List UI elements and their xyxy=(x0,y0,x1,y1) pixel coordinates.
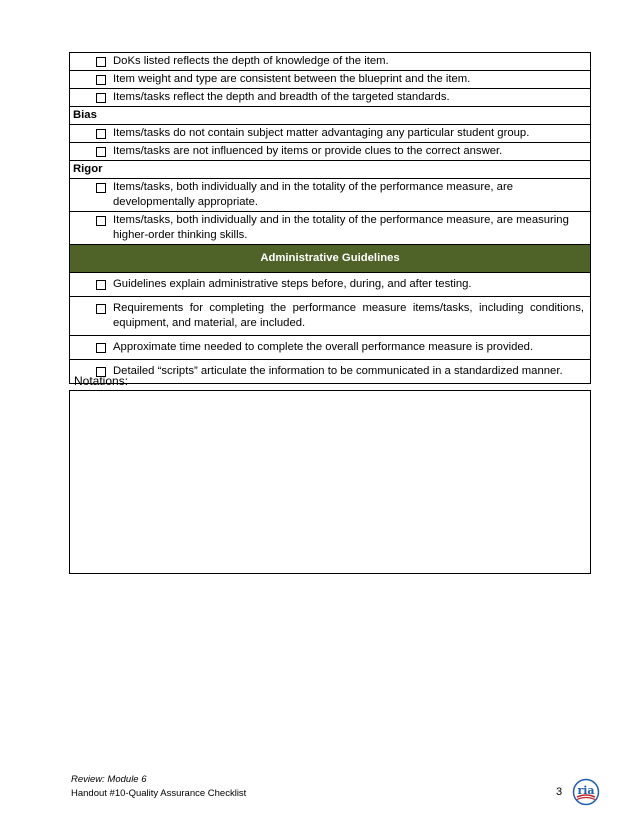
checklist-item-content xyxy=(96,126,584,141)
checklist-item-text: Items/tasks reflect the depth and breadth of the targeted standards. xyxy=(113,91,450,103)
checklist-item-content xyxy=(96,340,584,355)
checklist-item-text: Guidelines explain administrative steps before, during, and after testing. xyxy=(113,278,472,290)
checklist-item-cell xyxy=(70,336,591,360)
section-header: Rigor xyxy=(70,161,591,179)
checkbox-icon[interactable] xyxy=(96,147,106,157)
checkbox-icon[interactable] xyxy=(96,129,106,139)
logo-text: ria xyxy=(577,784,595,797)
checklist-item-content xyxy=(96,213,584,243)
checklist-item-text: Approximate time needed to complete the overall performance measure is provided. xyxy=(113,341,534,353)
checklist-item-content xyxy=(96,54,584,69)
footer-handout-title: Handout #10-Quality Assurance Checklist xyxy=(71,788,247,799)
section-header-row xyxy=(70,161,591,179)
checklist-item xyxy=(70,273,591,297)
checklist-item-content xyxy=(96,144,584,159)
checklist-item-text: Items/tasks, both individually and in the totality of the performance measure, are measuring higher-order thinking skills. xyxy=(113,214,569,241)
checklist-item-cell xyxy=(70,297,591,336)
ria-logo xyxy=(572,778,600,806)
footer-module: Review: Module 6 xyxy=(71,774,147,785)
checkbox-icon[interactable] xyxy=(96,75,106,85)
checklist-item-content xyxy=(96,180,584,210)
checklist-item-cell xyxy=(70,89,591,107)
checklist-item-cell xyxy=(70,143,591,161)
checklist-item-cell xyxy=(70,212,591,245)
checklist-item-text: Detailed “scripts” articulate the information to be communicated in a standardized manner. xyxy=(113,365,563,377)
checklist-item-cell xyxy=(70,179,591,212)
checklist-item-content xyxy=(96,72,584,87)
checklist-item xyxy=(70,143,591,161)
checkbox-icon[interactable] xyxy=(96,183,106,193)
checklist-item xyxy=(70,336,591,360)
notations-box xyxy=(69,390,591,574)
checkbox-icon[interactable] xyxy=(96,57,106,67)
checklist-item-text: Items/tasks are not influenced by items or provide clues to the correct answer. xyxy=(113,145,503,157)
checklist-item-text: Requirements for completing the performance measure items/tasks, including conditions, equipment, and material, are included. xyxy=(113,302,584,329)
section-header-row xyxy=(70,107,591,125)
checklist-item-content xyxy=(96,364,584,379)
checklist-item-cell xyxy=(70,125,591,143)
section-header: Bias xyxy=(70,107,591,125)
checkbox-icon[interactable] xyxy=(96,280,106,290)
checkbox-icon[interactable] xyxy=(96,304,106,314)
checklist-item-text: DoKs listed reflects the depth of knowledge of the item. xyxy=(113,55,389,67)
checkbox-icon[interactable] xyxy=(96,93,106,103)
checklist-item xyxy=(70,360,591,384)
checklist-item-cell xyxy=(70,53,591,71)
checklist-item-content xyxy=(96,301,584,331)
checklist-item-content xyxy=(96,90,584,105)
checkbox-icon[interactable] xyxy=(96,343,106,353)
checklist-item xyxy=(70,53,591,71)
checklist-item-cell xyxy=(70,273,591,297)
quality-checklist-table xyxy=(69,52,591,384)
banner-row xyxy=(70,245,591,273)
page-number: 3 xyxy=(556,786,563,798)
checklist-item xyxy=(70,71,591,89)
checklist-item-text: Items/tasks, both individually and in the totality of the performance measure, are developmentally appropriate. xyxy=(113,181,513,208)
checklist-item-text: Items/tasks do not contain subject matter advantaging any particular student group. xyxy=(113,127,530,139)
checkbox-icon[interactable] xyxy=(96,216,106,226)
page-footer xyxy=(71,773,246,801)
checklist-item xyxy=(70,89,591,107)
checklist-item xyxy=(70,179,591,212)
notations-label: Notations: xyxy=(74,374,129,388)
checklist-item-text: Item weight and type are consistent between the blueprint and the item. xyxy=(113,73,471,85)
checklist-item xyxy=(70,297,591,336)
checklist-item-cell xyxy=(70,71,591,89)
administrative-guidelines-banner: Administrative Guidelines xyxy=(70,245,591,273)
checklist-item-cell xyxy=(70,360,591,384)
checklist-item xyxy=(70,212,591,245)
checklist-item xyxy=(70,125,591,143)
checklist-item-content xyxy=(96,277,584,292)
